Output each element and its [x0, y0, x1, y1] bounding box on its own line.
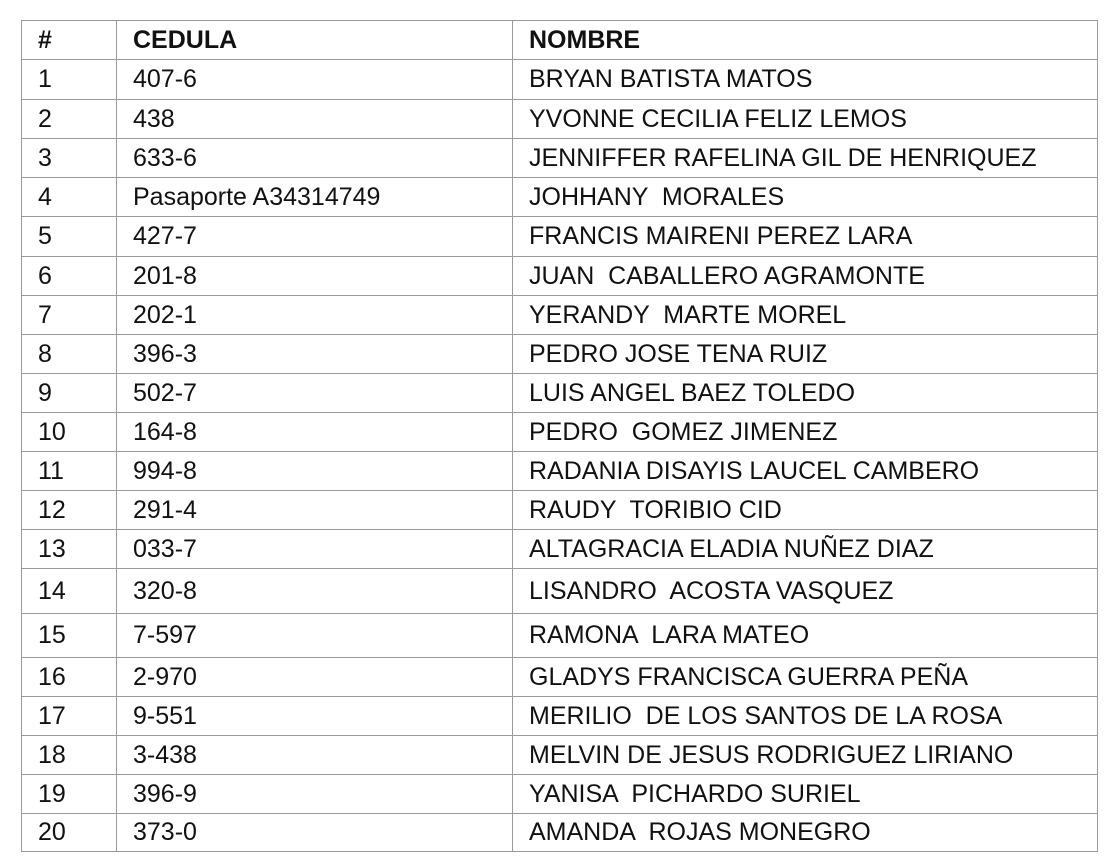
table-row [22, 178, 1098, 217]
table-row [22, 296, 1098, 335]
nombre-cell: AMANDA ROJAS MONEGRO [513, 814, 1098, 852]
cedula-cell: 291-4 [117, 491, 513, 530]
table-row [22, 658, 1098, 697]
table-row [22, 139, 1098, 178]
cedula-cell: 201-8 [117, 257, 513, 296]
row-number: 7 [22, 296, 117, 335]
nombre-cell: JENNIFFER RAFELINA GIL DE HENRIQUEZ [513, 139, 1098, 178]
nombre-cell: GLADYS FRANCISCA GUERRA PEÑA [513, 658, 1098, 697]
row-number: 3 [22, 139, 117, 178]
cedula-cell: 7-597 [117, 614, 513, 658]
nombre-cell: MELVIN DE JESUS RODRIGUEZ LIRIANO [513, 736, 1098, 775]
table-row [22, 775, 1098, 814]
nombre-cell: FRANCIS MAIRENI PEREZ LARA [513, 217, 1098, 257]
nombre-cell: MERILIO DE LOS SANTOS DE LA ROSA [513, 697, 1098, 736]
table-row [22, 530, 1098, 569]
row-number: 18 [22, 736, 117, 775]
nombre-cell: RADANIA DISAYIS LAUCEL CAMBERO [513, 452, 1098, 491]
row-number: 16 [22, 658, 117, 697]
table-row [22, 374, 1098, 413]
row-number: 11 [22, 452, 117, 491]
cedula-cell: 438 [117, 100, 513, 139]
cedula-cell: 396-3 [117, 335, 513, 374]
table-row [22, 335, 1098, 374]
nombre-cell: BRYAN BATISTA MATOS [513, 60, 1098, 100]
row-number: 1 [22, 60, 117, 100]
nombre-cell: JOHHANY MORALES [513, 178, 1098, 217]
row-number: 17 [22, 697, 117, 736]
table-row [22, 569, 1098, 614]
table-row [22, 614, 1098, 658]
row-number: 6 [22, 257, 117, 296]
nombre-cell: JUAN CABALLERO AGRAMONTE [513, 257, 1098, 296]
table-row [22, 491, 1098, 530]
cedula-cell: 033-7 [117, 530, 513, 569]
cedula-cell: 2-970 [117, 658, 513, 697]
row-number: 5 [22, 217, 117, 257]
table-body [22, 60, 1098, 852]
row-number: 10 [22, 413, 117, 452]
row-number: 8 [22, 335, 117, 374]
nombre-cell: YVONNE CECILIA FELIZ LEMOS [513, 100, 1098, 139]
table-row [22, 697, 1098, 736]
row-number: 15 [22, 614, 117, 658]
table-row [22, 60, 1098, 100]
row-number: 4 [22, 178, 117, 217]
header-nombre: NOMBRE [513, 21, 1098, 60]
nombre-cell: PEDRO JOSE TENA RUIZ [513, 335, 1098, 374]
row-number: 19 [22, 775, 117, 814]
table-row [22, 217, 1098, 257]
cedula-cell: 427-7 [117, 217, 513, 257]
row-number: 14 [22, 569, 117, 614]
nombre-cell: ALTAGRACIA ELADIA NUÑEZ DIAZ [513, 530, 1098, 569]
cedula-cell: 994-8 [117, 452, 513, 491]
row-number: 2 [22, 100, 117, 139]
cedula-cell: 320-8 [117, 569, 513, 614]
cedula-cell: 407-6 [117, 60, 513, 100]
cedula-cell: 202-1 [117, 296, 513, 335]
nombre-cell: RAUDY TORIBIO CID [513, 491, 1098, 530]
nombre-cell: YERANDY MARTE MOREL [513, 296, 1098, 335]
cedula-cell: 396-9 [117, 775, 513, 814]
row-number: 9 [22, 374, 117, 413]
header-row [22, 21, 1098, 60]
nombre-cell: LUIS ANGEL BAEZ TOLEDO [513, 374, 1098, 413]
nombre-cell: RAMONA LARA MATEO [513, 614, 1098, 658]
people-table [21, 20, 1098, 852]
table-row [22, 413, 1098, 452]
cedula-cell: 633-6 [117, 139, 513, 178]
row-number: 13 [22, 530, 117, 569]
table-row [22, 814, 1098, 852]
header-number: # [22, 21, 117, 60]
row-number: 12 [22, 491, 117, 530]
table-row [22, 452, 1098, 491]
header-cedula: CEDULA [117, 21, 513, 60]
nombre-cell: LISANDRO ACOSTA VASQUEZ [513, 569, 1098, 614]
nombre-cell: PEDRO GOMEZ JIMENEZ [513, 413, 1098, 452]
cedula-cell: 3-438 [117, 736, 513, 775]
cedula-cell: 9-551 [117, 697, 513, 736]
nombre-cell: YANISA PICHARDO SURIEL [513, 775, 1098, 814]
cedula-cell: Pasaporte A34314749 [117, 178, 513, 217]
table-row [22, 257, 1098, 296]
table-row [22, 100, 1098, 139]
cedula-cell: 164-8 [117, 413, 513, 452]
cedula-cell: 502-7 [117, 374, 513, 413]
table-row [22, 736, 1098, 775]
cedula-cell: 373-0 [117, 814, 513, 852]
row-number: 20 [22, 814, 117, 852]
